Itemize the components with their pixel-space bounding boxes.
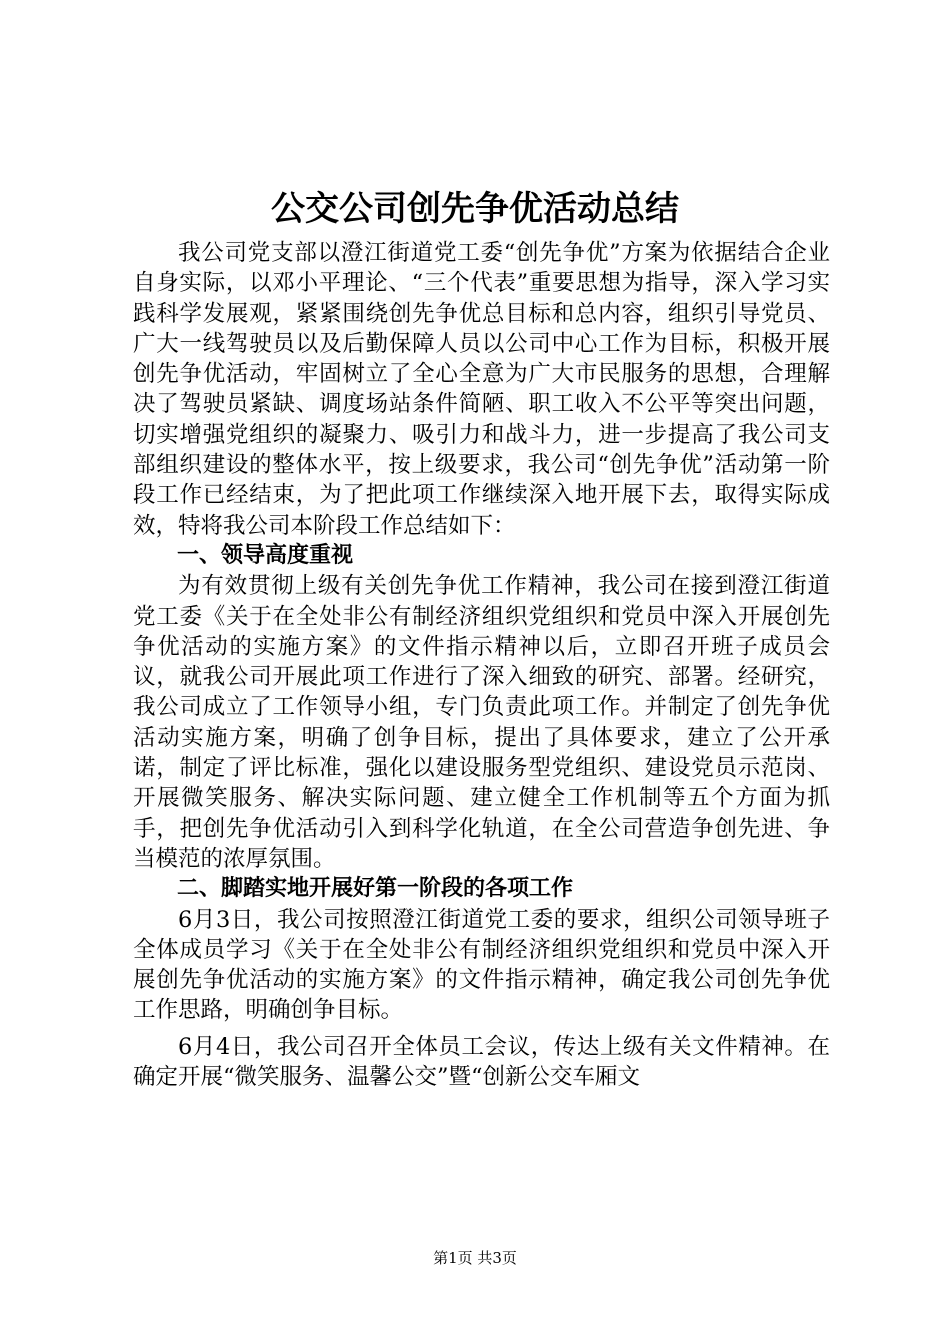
section-1-heading: 一、领导高度重视 — [177, 542, 354, 568]
section-2-heading: 二、脚踏实地开展好第一阶段的各项工作 — [177, 876, 574, 902]
document-title: 公交公司创先争优活动总结 — [271, 189, 679, 229]
document-body — [133, 238, 830, 1092]
section-1-paragraph: 为有效贯彻上级有关创先争优工作精神，我公司在接到澄江街道党工委《关于在全处非公有制经济组织党组织和党员中深入开展创先争优活动的实施方案》的文件指示精神以后，立即召开班子成员会议，就我公司开展此项工作进行了深入细致的研究、部署。经研究，我公司成立了工作领导小组，专门负责此项工作。并制定了创先争优活动实施方案，明确了创争目标，提出了具体要求，建立了公开承诺，制定了评比标准，强化以建设服务型党组织、建设党员示范岗、开展微笑服务、解决实际问题、建立健全工作机制等五个方面为抓手，把创先争优活动引入到科学化轨道，在全公司营造争创先进、争当模范的浓厚氛围。 — [133, 573, 830, 872]
section-2-paragraph-2: 6月4日，我公司召开全体员工会议，传达上级有关文件精神。在确定开展“微笑服务、温馨公交”暨“创新公交车厢文 — [133, 1033, 830, 1091]
section-2-paragraph-1: 6月3日，我公司按照澄江街道党工委的要求，组织公司领导班子全体成员学习《关于在全处非公有制经济组织党组织和党员中深入开展创先争优活动的实施方案》的文件指示精神，确定我公司创先争优工作思路，明确创争目标。 — [133, 906, 830, 1024]
page-footer: 第1页 共3页 — [433, 1249, 517, 1267]
intro-paragraph: 我公司党支部以澄江街道党工委“创先争优”方案为依据结合企业自身实际，以邓小平理论、“三个代表”重要思想为指导，深入学习实践科学发展观，紧紧围绕创先争优总目标和总内容，组织引导党员、广大一线驾驶员以及后勤保障人员以公司中心工作为目标，积极开展创先争优活动，牢固树立了全心全意为广大市民服务的思想，合理解决了驾驶员紧缺、调度场站条件简陋、职工收入不公平等突出问题，切实增强党组织的凝聚力、吸引力和战斗力，进一步提高了我公司支部组织建设的整体水平，按上级要求，我公司“创先争优”活动第一阶段工作已经结束，为了把此项工作继续深入地开展下去，取得实际成效，特将我公司本阶段工作总结如下： — [133, 240, 830, 539]
